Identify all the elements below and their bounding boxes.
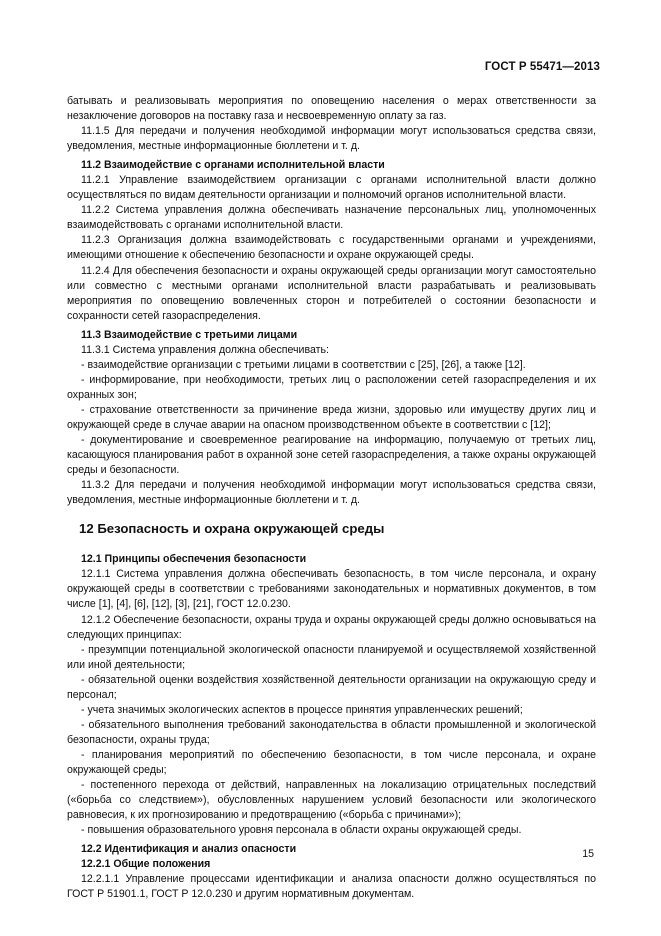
subsection-heading: 11.3 Взаимодействие с третьими лицами — [81, 328, 298, 341]
paragraph: - планирования мероприятий по обеспечению безопасности, в том числе персонала, и охране окружающей среды; — [67, 748, 596, 776]
subsection-heading: 11.2 Взаимодействие с органами исполнительной власти — [81, 159, 385, 172]
paragraph: 11.1.5 Для передачи и получения необходимой информации могут использоваться средства связи, уведомления, местные информационные бюллетени и т. д. — [67, 125, 596, 153]
paragraph: - страхование ответственности за причинение вреда жизни, здоровью или имуществу других лиц и окружающей среде в случае аварии на опасном производственном объекте в соответствии с [12]; — [67, 403, 596, 431]
paragraph: 11.2.2 Система управления должна обеспечивать назначение персональных лиц, уполномоченных взаимодействовать с органами исполнительной власти. — [67, 204, 596, 232]
subsection-heading: 12.2 Идентификация и анализ опасности — [81, 843, 297, 856]
paragraph: 11.2.3 Организация должна взаимодействовать с государственными органами и учреждениями, имеющими отношение к обеспечению безопасности и охране окружающей среды. — [67, 234, 596, 262]
paragraph: - постепенного перехода от действий, направленных на локализацию отрицательных последствий («борьба со следствием»), обусловленных нарушением условий безопасности или экологического равновесия, к их прогнозированию и предотвращению («борьба с причинами»); — [67, 779, 596, 822]
paragraph: - обязательного выполнения требований законодательства в области промышленной и экологической безопасности, охраны труда; — [67, 718, 596, 746]
paragraph: - информирование, при необходимости, третьих лиц о расположении сетей газораспределения и их охранных зон; — [67, 373, 596, 401]
paragraph: 12.2.1.1 Управление процессами идентификации и анализа опасности должно осуществляться по ГОСТ Р 51901.1, ГОСТ Р 12.0.230 и другим нормативным документам. — [67, 873, 596, 901]
paragraph: - обязательной оценки воздействия хозяйственной деятельности организации на окружающую среду и персонал; — [67, 673, 596, 701]
paragraph: - повышения образовательного уровня персонала в области охраны окружающей среды. — [81, 824, 522, 837]
page-number: 15 — [582, 848, 594, 860]
standard-id: ГОСТ Р 55471—2013 — [484, 61, 600, 73]
paragraph: 11.3.1 Система управления должна обеспечивать: — [81, 343, 329, 356]
paragraph: 11.3.2 Для передачи и получения необходимой информации могут использоваться средства связи, уведомления, местные информационные бюллетени и т. д. — [67, 479, 596, 507]
subsection-heading: 12.2.1 Общие положения — [81, 858, 211, 871]
paragraph: 11.2.1 Управление взаимодействием организации с органами исполнительной власти должно осуществляться по видам деятельности организации и полномочий органов исполнительной власти. — [67, 174, 596, 202]
document-body — [67, 94, 596, 902]
paragraph: батывать и реализовывать мероприятия по оповещению населения о мерах ответственности за незаключение договоров на поставку газа и несвоевременную оплату за газ. — [67, 95, 596, 123]
paragraph: - взаимодействие организации с третьими лицами в соответствии с [25], [26], а также [12]. — [81, 358, 526, 371]
subsection-heading: 12.1 Принципы обеспечения безопасности — [81, 553, 307, 566]
paragraph: 11.2.4 Для обеспечения безопасности и охраны окружающей среды организации могут самостоятельно или совместно с местными органами исполнительной власти разрабатывать и реализовывать мероприятия по оповещению вовлеченных сторон и потребителей о состоянии безопасности и сохранности сетей газораспределения. — [67, 264, 596, 322]
paragraph: - документирование и своевременное реагирование на информацию, получаемую от третьих лиц, касающуюся планирования работ в охранной зоне сетей газораспределения, а также охраны окружающей среды и безопасности. — [67, 434, 596, 477]
section-heading: 12 Безопасность и охрана окружающей среды — [79, 521, 385, 537]
paragraph: - презумпции потенциальной экологической опасности планируемой и осуществляемой хозяйственной или иной деятельности; — [67, 643, 596, 671]
paragraph: 12.1.2 Обеспечение безопасности, охраны труда и охраны окружающей среды должно основываться на следующих принципах: — [67, 613, 596, 641]
paragraph: 12.1.1 Система управления должна обеспечивать безопасность, в том числе персонала, и охрану окружающей среды в соответствии с требованиями законодательных и нормативных документов, в том числе [1], [4], [6], [12], [3], [21], ГОСТ 12.0.230. — [67, 568, 596, 611]
paragraph: - учета значимых экологических аспектов в процессе принятия управленческих решений; — [81, 703, 523, 716]
